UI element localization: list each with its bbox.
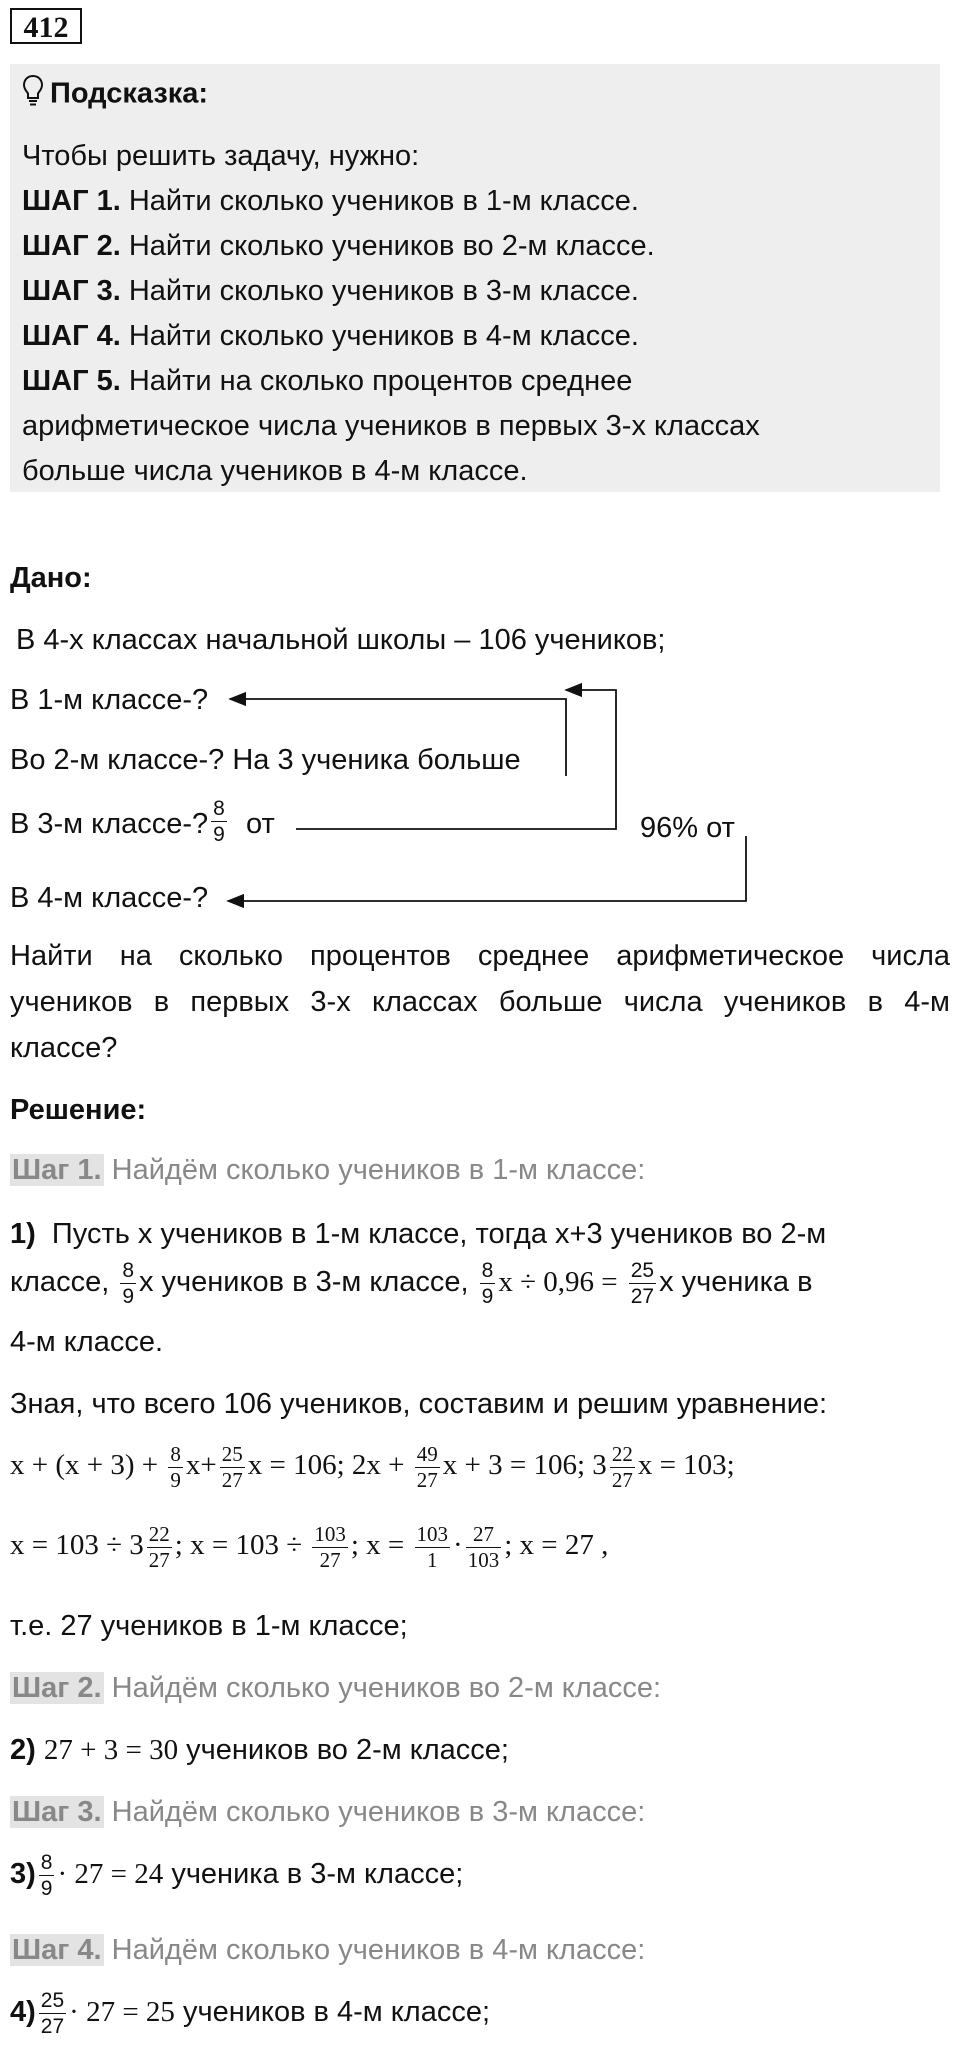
- step-4-line: 4) $\frac{25}{27}$ · 27 = 25 учеников в 4-м классе;: [10, 1989, 491, 2038]
- given-class-4: В 4-м классе-?: [10, 882, 209, 914]
- step-2-line: 2) 27 + 3 = 30 учеников во 2-м классе;: [10, 1734, 509, 1766]
- given-class-2: Во 2-м классе-? На 3 ученика больше: [10, 744, 521, 776]
- step-3-line: 3) $\frac{8}{9}$ · 27 = 24 ученика в 3-м классе;: [10, 1851, 464, 1900]
- step-3-heading: Шаг 3. Найдём сколько учеников в 3-м классе:: [12, 1796, 646, 1828]
- hint-step-4: ШАГ 4. Найти сколько учеников в 4-м классе.: [22, 320, 639, 352]
- step-1-line-3: 4-м классе.: [10, 1326, 164, 1358]
- given-arrows-diagram: [0, 0, 960, 940]
- fraction-8-9: $\frac{8}{9}$: [213, 797, 225, 846]
- step-1-line-2: классе, $\frac{8}{9}$ x учеников в 3-м классе, $\frac{8}{9}$ x ÷ 0,96 = $\frac{25}{27}$ x ученика в: [10, 1259, 813, 1308]
- given-percent-label: 96% от: [640, 812, 735, 844]
- question-line-3: классе?: [10, 1032, 118, 1064]
- hint-step-2: ШАГ 2. Найти сколько учеников во 2-м классе.: [22, 230, 655, 262]
- hint-intro: Чтобы решить задачу, нужно:: [22, 140, 420, 172]
- hint-step-5-cont-1: арифметическое числа учеников в первых 3-х классах: [22, 410, 760, 442]
- question-line-2: учеников в первых 3-х классах больше числа учеников в 4-м: [10, 986, 950, 1018]
- question-line-1: Найти на сколько процентов среднее арифметическое числа: [10, 940, 950, 972]
- given-total: В 4-х классах начальной школы – 106 учеников;: [16, 624, 666, 656]
- hint-title: Подсказка:: [50, 77, 209, 110]
- hint-step-5-cont-2: больше числа учеников в 4-м классе.: [22, 455, 528, 487]
- equation-line-2: x = 103 ÷ 3 $\frac{22}{27}$ ; x = 103 ÷ $\frac{103}{27}$ ; x = $\frac{103}{1}$ · $\frac{27}{103}$ ; x = 27 ,: [10, 1522, 609, 1572]
- step-1-heading: Шаг 1. Найдём сколько учеников в 1-м классе:: [12, 1154, 646, 1186]
- step-2-heading: Шаг 2. Найдём сколько учеников во 2-м классе:: [12, 1672, 662, 1704]
- step-1-result: т.е. 27 учеников в 1-м классе;: [10, 1610, 408, 1642]
- step-1-line-1: 1) Пусть x учеников в 1-м классе, тогда x+3 учеников во 2-м: [10, 1218, 827, 1250]
- task-number: 412: [10, 8, 82, 44]
- hint-step-3: ШАГ 3. Найти сколько учеников в 3-м классе.: [22, 275, 639, 307]
- hint-step-5: ШАГ 5. Найти на сколько процентов среднее: [22, 365, 633, 397]
- given-class-3: В 3-м классе-? $\frac{8}{9}$ от: [10, 797, 275, 846]
- step-4-heading: Шаг 4. Найдём сколько учеников в 4-м классе:: [12, 1934, 646, 1966]
- equation-intro: Зная, что всего 106 учеников, составим и решим уравнение:: [10, 1388, 828, 1420]
- equation-line-1: x + (x + 3) + $\frac{8}{9}$ x+ $\frac{25}{27}$ x = 106; 2x + $\frac{49}{27}$ x + 3 = 106; 3 $\frac{22}{27}$ x = 103;: [10, 1442, 735, 1492]
- given-title: Дано:: [10, 562, 92, 594]
- given-class-1: В 1-м классе-?: [10, 684, 209, 716]
- hint-step-1: ШАГ 1. Найти сколько учеников в 1-м классе.: [22, 185, 639, 217]
- solution-title: Решение:: [10, 1094, 147, 1126]
